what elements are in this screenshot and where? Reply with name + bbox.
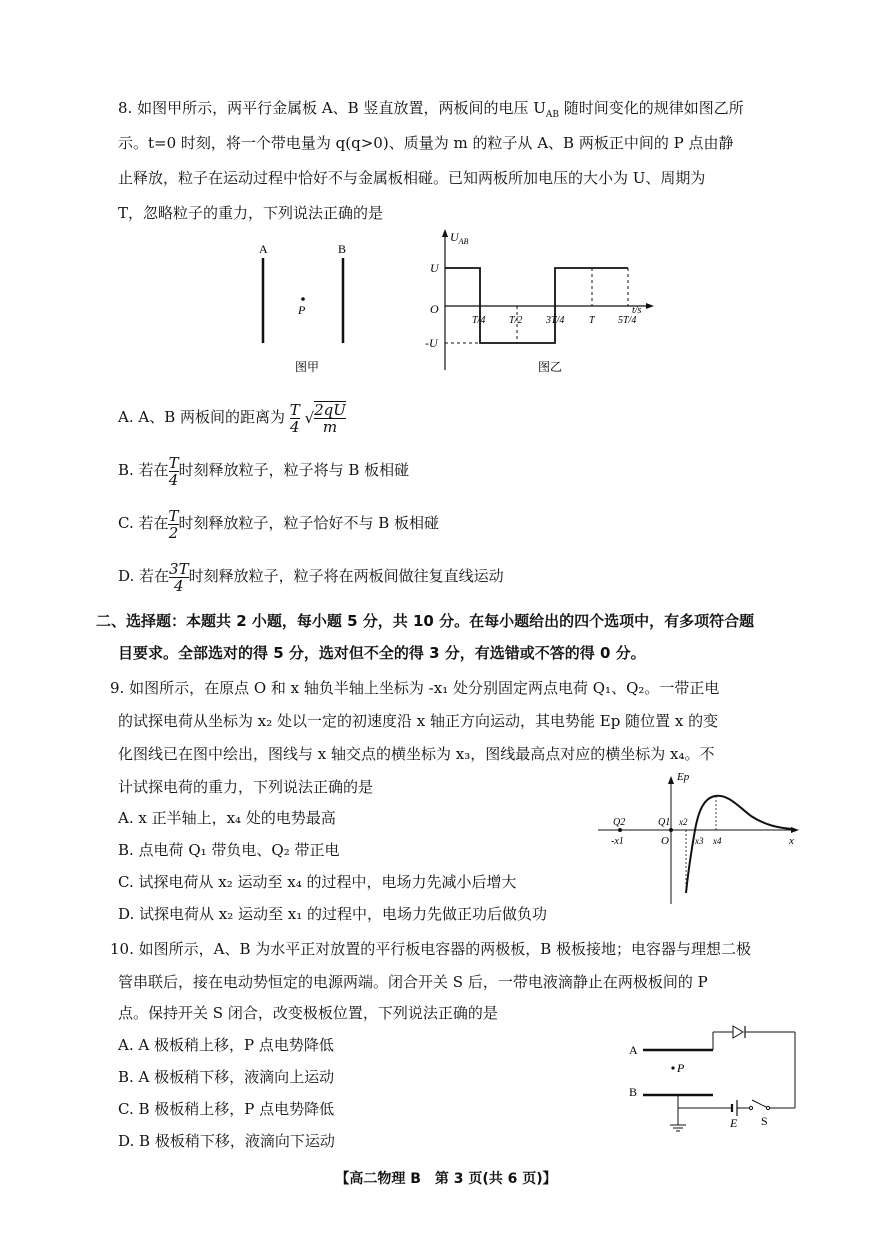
q9-ep-graph — [593, 768, 803, 908]
plate-b-label: B — [629, 1085, 638, 1099]
q9-line-3: 化图线已在图中绘出，图线与 x 轴交点的横坐标为 x₃，图线最高点对应的横坐标为 x₄。不 — [118, 745, 715, 763]
section-2-heading: 二、选择题：本题共 2 小题，每小题 5 分，共 10 分。在每小题给出的四个选项中，有多项符合题 — [96, 612, 755, 630]
point-p — [671, 1066, 674, 1069]
origin-label: O — [430, 302, 439, 316]
switch-label: S — [761, 1114, 768, 1128]
q10-option-c: C. B 极板稍上移，P 点电势降低 — [118, 1100, 335, 1118]
point-p — [301, 297, 305, 301]
tick-t: T — [589, 315, 595, 326]
figure-jia-caption: 图甲 — [295, 360, 320, 374]
q9-line-4: 计试探电荷的重力，下列说法正确的是 — [118, 778, 374, 796]
origin-label: O — [661, 835, 669, 847]
switch-pivot — [749, 1106, 752, 1109]
q9-option-b: B. 点电荷 Q₁ 带负电、Q₂ 带正电 — [118, 841, 340, 859]
x3-label: x3 — [695, 836, 704, 846]
q8-line-2: 示。t=0 时刻，将一个带电量为 q(q>0)、质量为 m 的粒子从 A、B 两板正中间的 P 点由静 — [118, 134, 734, 152]
q9-option-c: C. 试探电荷从 x₂ 运动至 x₄ 的过程中，电场力先减小后增大 — [118, 873, 517, 891]
q10-option-b: B. A 极板稍下移，液滴向上运动 — [118, 1068, 335, 1086]
switch-icon — [752, 1100, 766, 1107]
q9-line-1: 9. 如图所示，在原点 O 和 x 轴负半轴上坐标为 -x₁ 处分别固定两点电荷 Q₁、Q₂。一带正电 — [110, 679, 720, 697]
neg-x1-label: -x1 — [611, 836, 624, 847]
q2-charge — [618, 828, 622, 832]
q1-label: Q1 — [658, 817, 671, 828]
q10-option-d: D. B 极板稍下移，液滴向下运动 — [118, 1132, 335, 1150]
page-footer: 【高二物理 B 第 3 页(共 6 页)】 — [335, 1171, 557, 1187]
q10-option-a: A. A 极板稍上移，P 点电势降低 — [118, 1036, 334, 1054]
q8-option-c: C. 若在 $\frac{T}{2}$ 时刻释放粒子，粒子恰好不与 B 板相碰 — [118, 506, 440, 542]
y-axis-arrow — [668, 776, 674, 784]
point-p-label: P — [677, 1061, 685, 1075]
q1-charge — [669, 828, 673, 832]
y-axis-label: $U_{AB}$ — [450, 230, 469, 246]
q10-line-3: 点。保持开关 S 闭合，改变极板位置，下列说法正确的是 — [118, 1004, 498, 1022]
q10-circuit-diagram — [625, 1020, 805, 1135]
q9-option-d: D. 试探电荷从 x₂ 运动至 x₁ 的过程中，电场力先做正功后做负功 — [118, 905, 548, 923]
tick-t4: T/4 — [472, 315, 486, 326]
plate-a-label: A — [629, 1043, 638, 1057]
x-axis-label: x — [789, 835, 794, 847]
u-label: U — [430, 261, 439, 275]
q8-line-1: 8. 如图甲所示，两平行金属板 A、B 竖直放置，两板间的电压 $U_{AB}$ 随时间变化的规律如图乙所 — [118, 99, 744, 120]
q10-line-1: 10. 如图所示，A、B 为水平正对放置的平行板电容器的两极板，B 极板接地；电容器与理想二极 — [110, 940, 752, 958]
battery-label: E — [730, 1116, 738, 1130]
q8-line-3: 止释放，粒子在运动过程中恰好不与金属板相碰。已知两板所加电压的大小为 U、周期为 — [118, 169, 706, 187]
point-p-label: P — [298, 303, 306, 317]
tick-t2: T/2 — [509, 315, 523, 326]
q8-figure-jia — [240, 235, 370, 380]
q8-option-d: D. 若在 $\frac{3T}{4}$ 时刻释放粒子，粒子将在两板间做往复直线运动 — [118, 559, 504, 595]
x2-label: x2 — [679, 817, 688, 827]
q8-option-a: A. A、B 两板间的距离为 $\frac{T}{4}$ √ $\frac{2qU}{m}$ — [118, 400, 346, 436]
q8-figure-yi — [420, 225, 660, 380]
q9-option-a: A. x 正半轴上，x₄ 处的电势最高 — [118, 809, 336, 827]
q10-line-2: 管串联后，接在电动势恒定的电源两端。闭合开关 S 后，一带电液滴静止在两极板间的 P — [118, 973, 708, 991]
figure-yi-caption: 图乙 — [538, 360, 563, 374]
q8-line-4: T，忽略粒子的重力，下列说法正确的是 — [118, 204, 384, 222]
section-2-instructions: 目要求。全部选对的得 5 分，选对但不全的得 3 分，有选错或不答的得 0 分。 — [118, 644, 646, 662]
diode-icon — [733, 1026, 743, 1038]
y-axis-label: Ep — [677, 771, 690, 783]
tick-3t4: 3T/4 — [546, 315, 565, 326]
plate-b-label: B — [338, 242, 347, 256]
y-axis-arrow — [442, 229, 448, 237]
x4-label: x4 — [713, 836, 722, 846]
x-axis-arrow — [791, 827, 799, 833]
q8-option-b: B. 若在 $\frac{T}{4}$ 时刻释放粒子，粒子将与 B 板相碰 — [118, 453, 410, 489]
x-axis-arrow — [646, 303, 654, 309]
q2-label: Q2 — [613, 817, 626, 828]
q9-line-2: 的试探电荷从坐标为 x₂ 处以一定的初速度沿 x 轴正方向运动，其电势能 Ep 随位置 x 的变 — [118, 712, 719, 730]
switch-contact — [766, 1106, 769, 1109]
tick-5t4: 5T/4 — [618, 315, 637, 326]
plate-a-label: A — [259, 242, 268, 256]
neg-u-label: -U — [425, 336, 438, 350]
x-axis-label: t/s — [632, 305, 642, 316]
